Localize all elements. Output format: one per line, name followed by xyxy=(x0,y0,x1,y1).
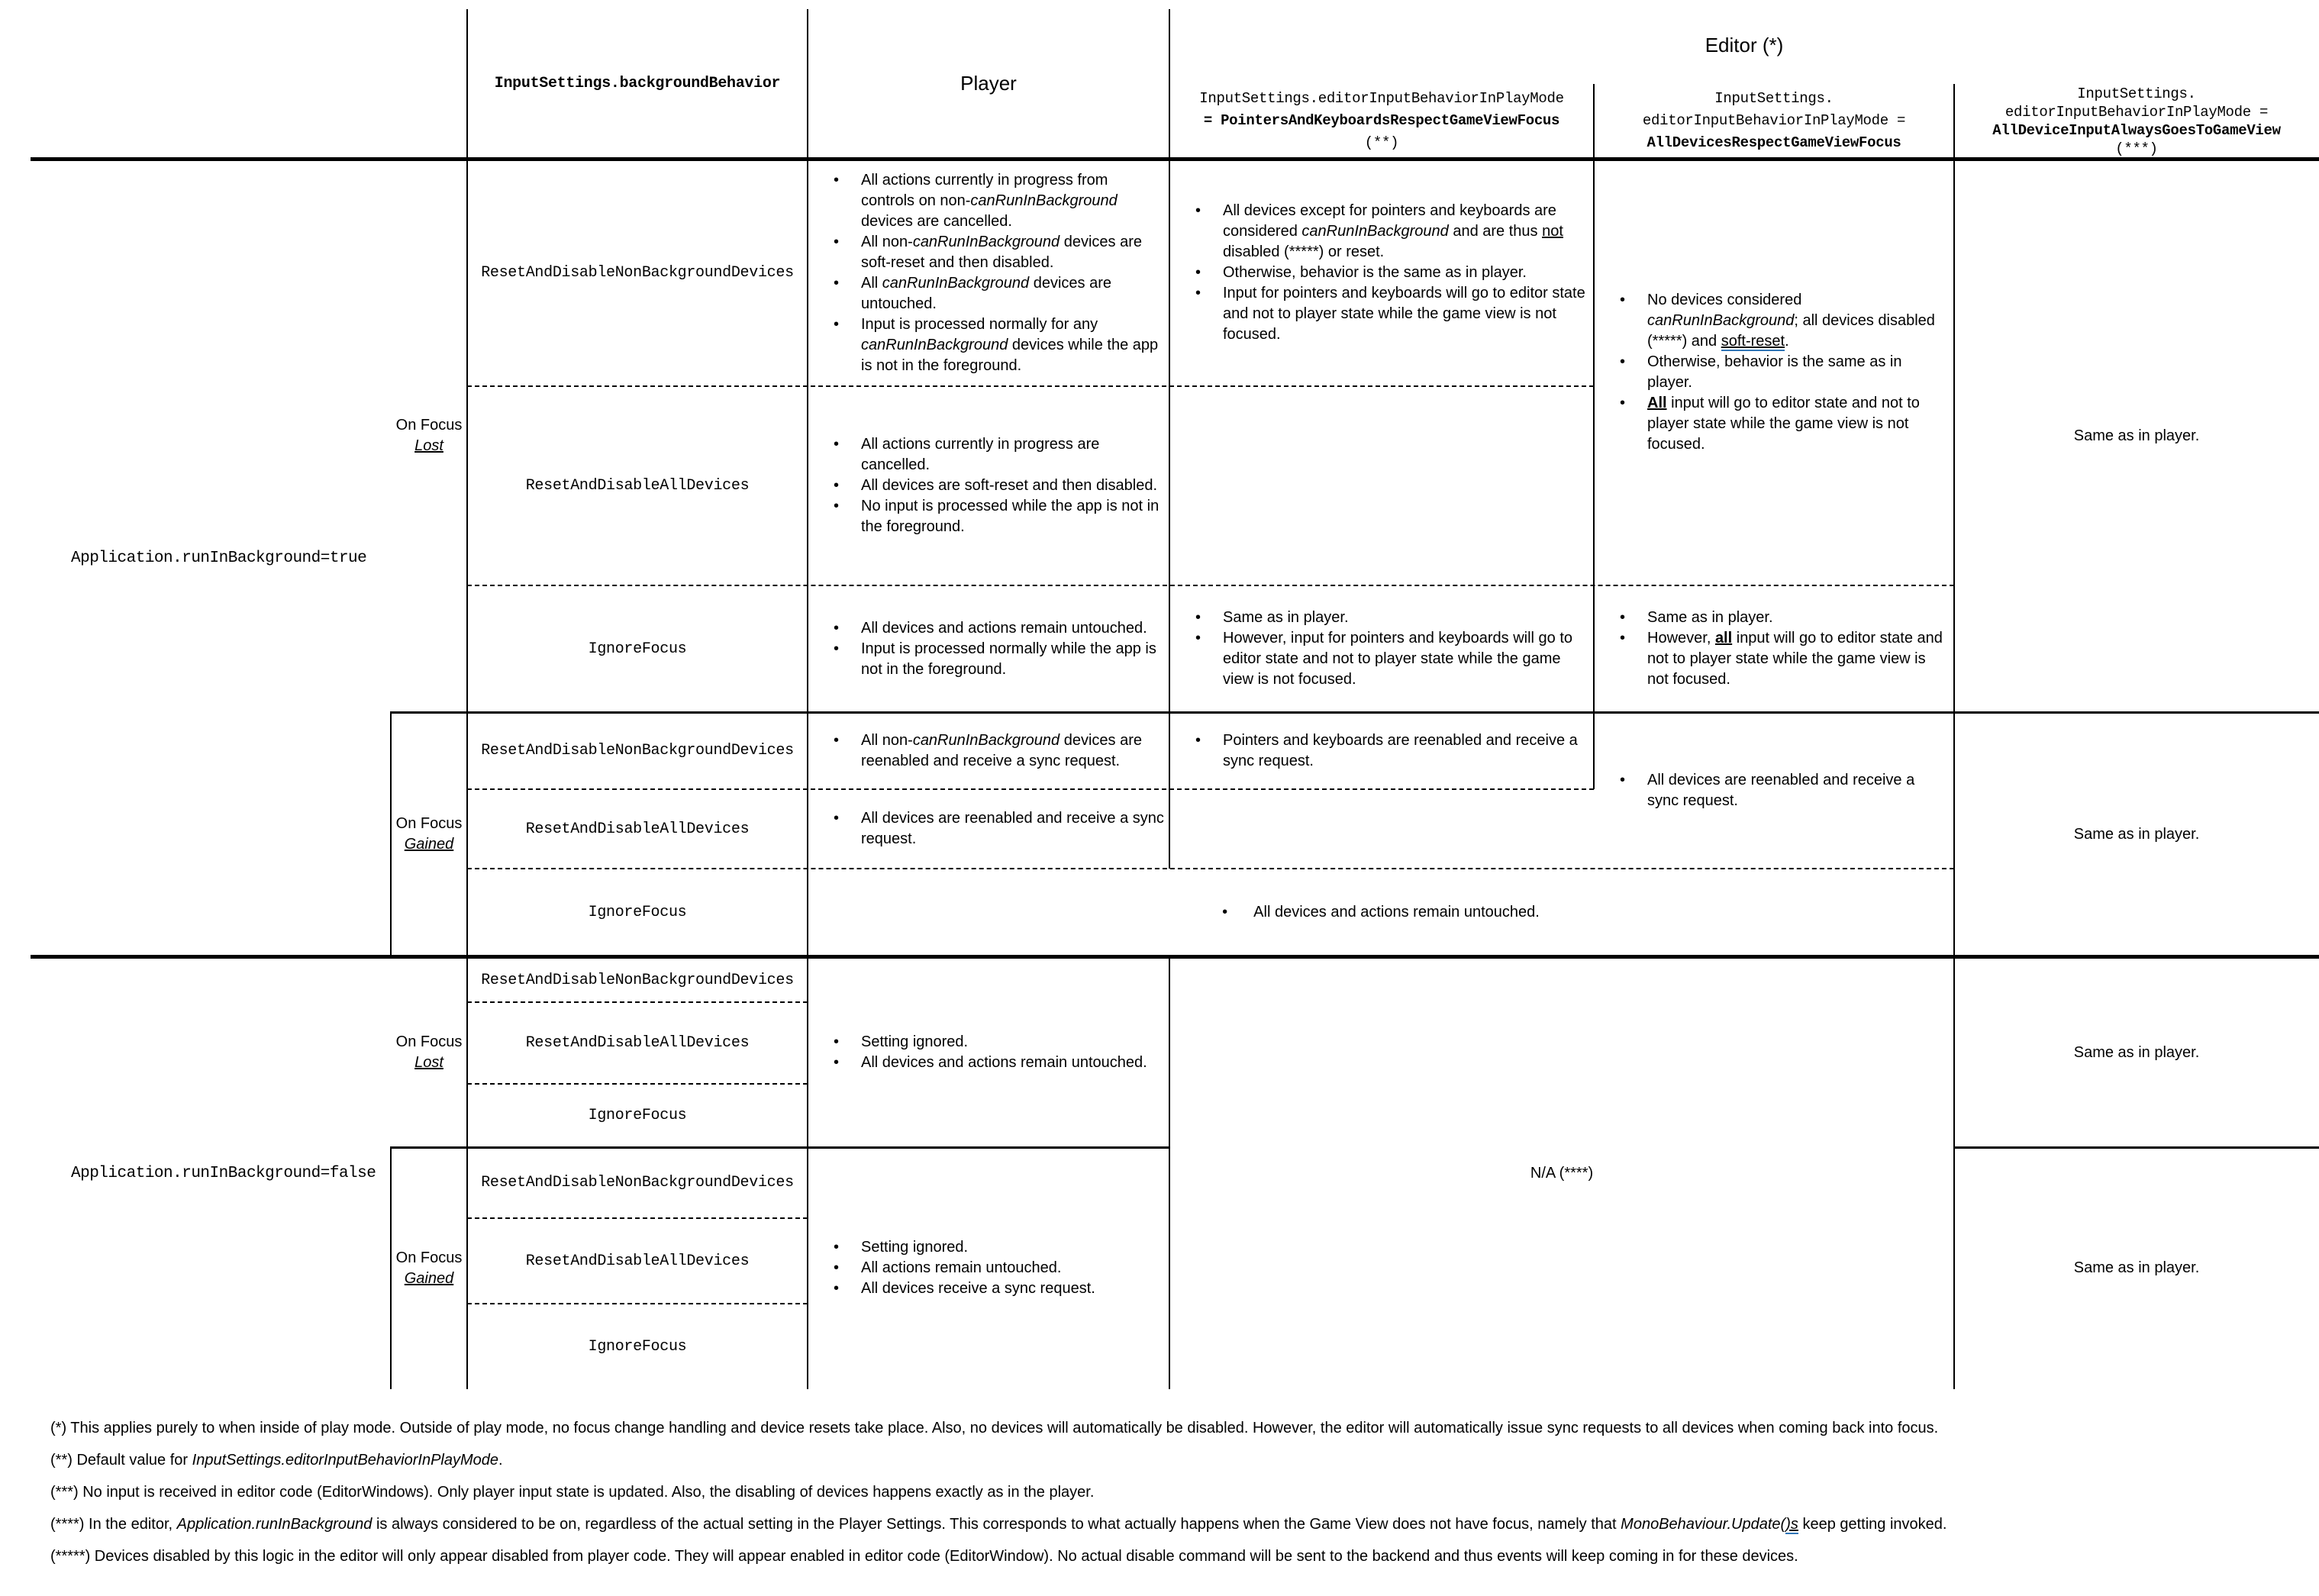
row-label-reset-non-bg: ResetAndDisableNonBackgroundDevices xyxy=(481,742,794,759)
bullet-item: • No devices considered canRunInBackground; all devices disabled (*****) and soft-reset. xyxy=(1594,290,1954,352)
bullet-item: • Setting ignored. xyxy=(808,1032,1169,1053)
row-label-ignore-focus: IgnoreFocus xyxy=(588,640,687,658)
cell-true-gained-resetnonbg-player xyxy=(808,712,1169,789)
cell-true-lost-ignore-player xyxy=(808,585,1169,712)
header-line: AllDeviceInputAlwaysGoesToGameView xyxy=(1992,121,2281,139)
footnote-1: (*) This applies purely to when inside of play mode. Outside of play mode, no focus change handling and device resets take place. Also, no devices will automatically be disabled. However, the editor will automatically issue sync requests to all devices when coming back into focus. xyxy=(50,1420,1939,1436)
bullet-item: • Otherwise, behavior is the same as in player. xyxy=(1594,352,1954,393)
column-header-background-behavior xyxy=(467,9,808,158)
bullet-item: • All non-canRunInBackground devices are soft-reset and then disabled. xyxy=(808,232,1169,273)
footnote-2: (**) Default value for InputSettings.editorInputBehaviorInPlayMode. xyxy=(50,1452,503,1469)
column-header-editor-all-devices-respect xyxy=(1594,84,1954,158)
bullet-item: • All actions remain untouched. xyxy=(808,1258,1169,1278)
footnote-4: (****) In the editor, Application.runInBackground is always considered to be on, regardless of the actual setting in the Player Settings. This corresponds to what actually happens when the Game View does not have focus, namely that MonoBehaviour.Update()s keep getting invoked. xyxy=(50,1516,1947,1533)
cell-true-lost-ignore-editor-alldevices xyxy=(1594,585,1954,712)
bullet-item: • Same as in player. xyxy=(1594,608,1954,628)
bullet-item: • All devices receive a sync request. xyxy=(808,1278,1169,1299)
cell-true-lost-resetnonbg-editor-pointers xyxy=(1169,160,1594,386)
row-group-on-focus-lost: On Focus Lost xyxy=(395,417,463,454)
cell-true-gained-resetnonbg-editor-pointers xyxy=(1169,712,1594,789)
header-line: InputSettings.editorInputBehaviorInPlayMode xyxy=(1199,90,1564,107)
column-header-editor-always-game-view xyxy=(1954,84,2319,158)
cell-true-lost-resetnonbg-player xyxy=(808,160,1169,386)
header-line: AllDevicesRespectGameViewFocus xyxy=(1647,134,1901,151)
header-line: InputSettings. xyxy=(1714,90,1834,107)
cell-true-lost-resetall-player xyxy=(808,386,1169,585)
bullet-item: • All devices are reenabled and receive a sync request. xyxy=(808,808,1169,850)
footnote-3: (***) No input is received in editor code (EditorWindows). Only player input state is updated. Also, the disabling of devices happens exactly as in the player. xyxy=(50,1484,1095,1501)
cell-false-lost-editor-always: Same as in player. xyxy=(2073,1043,2200,1061)
header-label: Editor (*) xyxy=(1705,34,1784,56)
bullet-item: • All devices and actions remain untouched. xyxy=(808,618,1169,639)
row-group-on-focus-gained: On Focus Gained xyxy=(395,1249,463,1287)
bullet-item: • All actions currently in progress are cancelled. xyxy=(808,434,1169,476)
cell-true-gained-resetall-player xyxy=(808,789,1169,869)
bullet-item: • However, all input will go to editor state and not to player state while the game view is not focused. xyxy=(1594,628,1954,690)
cell-false-editor-na: N/A (****) xyxy=(1530,1165,1594,1182)
row-label-reset-non-bg: ResetAndDisableNonBackgroundDevices xyxy=(481,264,794,282)
bullet-item: • Input is processed normally while the app is not in the foreground. xyxy=(808,639,1169,680)
cell-false-gained-editor-always: Same as in player. xyxy=(2073,1259,2200,1276)
header-line: = PointersAndKeyboardsRespectGameViewFocus xyxy=(1203,112,1560,129)
cell-true-lost-editor-always: Same as in player. xyxy=(2073,427,2200,444)
soft-reset-link[interactable]: soft-reset xyxy=(1721,333,1785,350)
bullet-item: • All actions currently in progress from controls on non-canRunInBackground devices are cancelled. xyxy=(808,170,1169,232)
cell-true-gained-ignore-span xyxy=(808,869,1954,956)
row-label-ignore-focus: IgnoreFocus xyxy=(588,1337,687,1356)
row-group-run-in-background-true: Application.runInBackground=true xyxy=(71,549,367,567)
row-group-run-in-background-false: Application.runInBackground=false xyxy=(71,1165,376,1182)
row-label-reset-all: ResetAndDisableAllDevices xyxy=(525,1034,750,1052)
bullet-item: • No input is processed while the app is not in the foreground. xyxy=(808,496,1169,537)
cell-true-lost-editor-alldevices xyxy=(1594,160,1954,585)
header-line: (***) xyxy=(2115,140,2158,157)
bullet-item: • However, input for pointers and keyboards will go to editor state and not to player state while the game view is not focused. xyxy=(1169,628,1594,690)
header-label: Player xyxy=(960,72,1017,95)
bullet-item: • All devices and actions remain untouched. xyxy=(808,1053,1169,1073)
bullet-item: • Pointers and keyboards are reenabled and receive a sync request. xyxy=(1169,730,1594,772)
bullet-item: • All devices and actions remain untouched. xyxy=(1222,902,1540,923)
bullet-item: • All devices are reenabled and receive a sync request. xyxy=(1594,770,1954,811)
cell-true-lost-ignore-editor-pointers xyxy=(1169,585,1594,712)
row-label-reset-all: ResetAndDisableAllDevices xyxy=(525,820,750,838)
row-group-on-focus-gained: On Focus Gained xyxy=(395,815,463,853)
header-line: (**) xyxy=(1364,134,1399,151)
bullet-item: • All devices are soft-reset and then disabled. xyxy=(808,476,1169,496)
header-line: editorInputBehaviorInPlayMode = xyxy=(2005,103,2269,121)
bullet-item: • Input is processed normally for any canRunInBackground devices while the app is not in the foreground. xyxy=(808,314,1169,376)
header-line: InputSettings. xyxy=(2077,85,2196,102)
bullet-item: • Setting ignored. xyxy=(808,1237,1169,1258)
column-header-player xyxy=(808,9,1169,158)
bullet-item: • Otherwise, behavior is the same as in player. xyxy=(1169,263,1594,283)
bullet-item: • Input for pointers and keyboards will go to editor state and not to player state while the game view is not focused. xyxy=(1169,283,1594,345)
row-group-on-focus-lost: On Focus Lost xyxy=(395,1033,463,1071)
column-header-editor-pointers-keyboards xyxy=(1169,84,1594,158)
cell-true-gained-editor-always: Same as in player. xyxy=(2073,825,2200,843)
bullet-item: • All canRunInBackground devices are untouched. xyxy=(808,273,1169,314)
cell-false-gained-player xyxy=(808,1147,1169,1389)
cell-true-gained-editor-alldevices xyxy=(1594,712,1954,869)
header-label: InputSettings.backgroundBehavior xyxy=(494,75,781,92)
bullet-item: • Same as in player. xyxy=(1169,608,1594,628)
update-method-link[interactable]: )s xyxy=(1785,1516,1798,1533)
bullet-item: • All input will go to editor state and not to player state while the game view is not focused. xyxy=(1594,393,1954,455)
bullet-item: • All devices except for pointers and keyboards are considered canRunInBackground and are thus not disabled (*****) or reset. xyxy=(1169,201,1594,263)
row-label-reset-non-bg: ResetAndDisableNonBackgroundDevices xyxy=(481,1174,794,1191)
row-label-ignore-focus: IgnoreFocus xyxy=(588,1107,687,1124)
footnote-5: (*****) Devices disabled by this logic in the editor will only appear disabled from player code. They will appear enabled in editor code (EditorWindow). No actual disable command will be sent to the backend and thus events will keep coming in for these devices. xyxy=(50,1548,1798,1565)
column-group-header-editor xyxy=(1169,9,2319,82)
row-label-reset-non-bg: ResetAndDisableNonBackgroundDevices xyxy=(481,971,794,989)
row-label-reset-all: ResetAndDisableAllDevices xyxy=(525,477,750,495)
row-label-reset-all: ResetAndDisableAllDevices xyxy=(525,1252,750,1270)
bullet-item: • All non-canRunInBackground devices are reenabled and receive a sync request. xyxy=(808,730,1169,772)
row-label-ignore-focus: IgnoreFocus xyxy=(588,904,687,921)
cell-false-lost-player xyxy=(808,958,1169,1147)
header-line: editorInputBehaviorInPlayMode = xyxy=(1642,112,1906,129)
